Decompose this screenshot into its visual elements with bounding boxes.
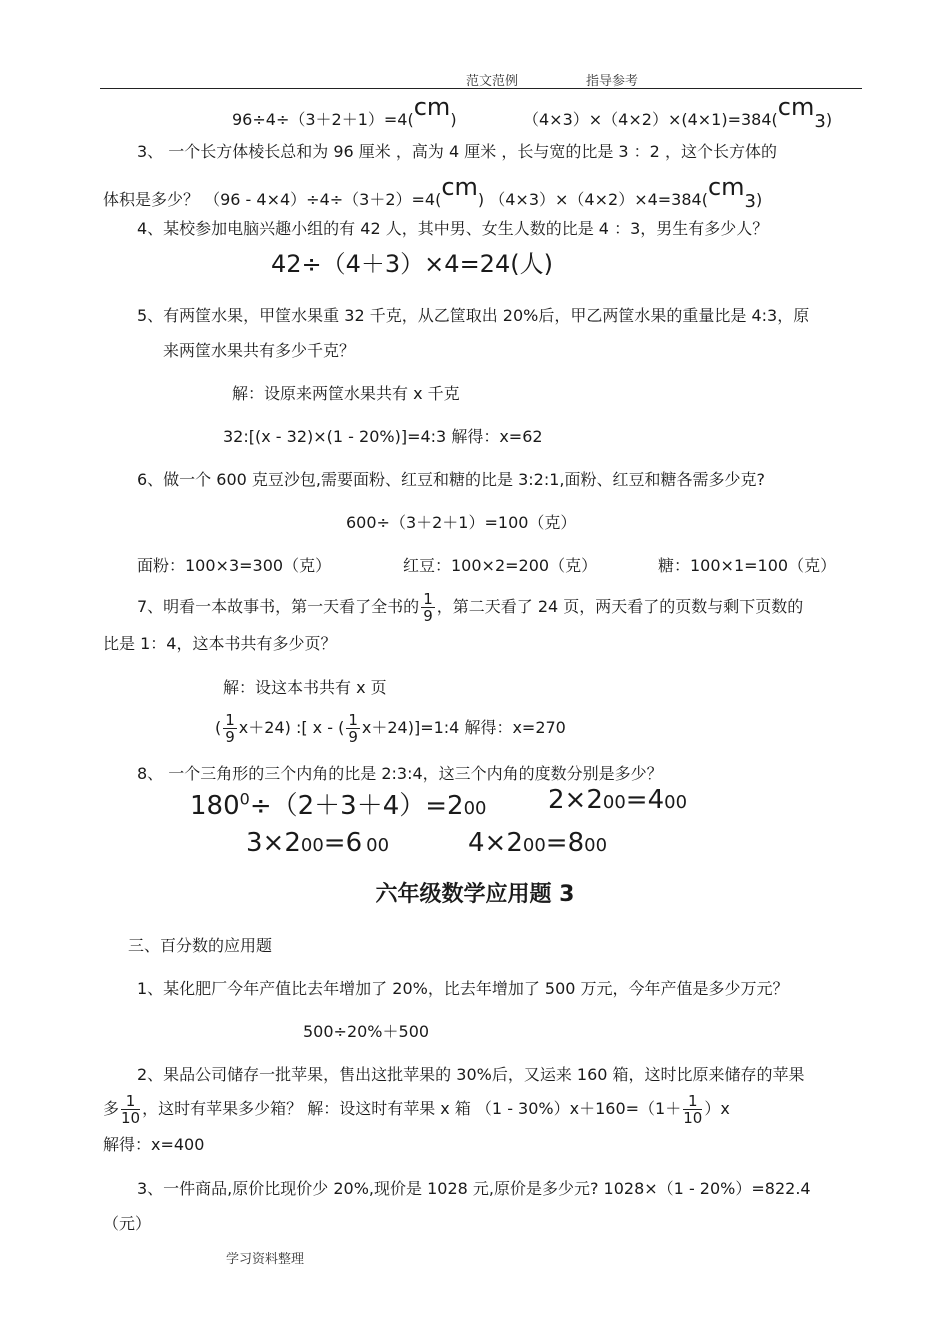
question-4-answer: 42÷（4＋3）×4=24(人)	[271, 250, 553, 278]
question-7: 7、明看一本故事书，第一天看了全书的 $\frac{1}{9}$ ，第二天看了 24 页，两天看了的页数与剩下页数的	[137, 590, 804, 625]
question-6-answer: 600÷（3＋2＋1）=100（克）	[346, 513, 577, 532]
question-8-answer-4: 4×200=800	[468, 828, 608, 858]
footer-text: 学习资料整理	[226, 1252, 305, 1267]
question-7-equation: ( $\frac{1}{9}$ x＋24) :[ x - ( $\frac{1}{9}$ x＋24)]=1:4 解得：x=270	[215, 711, 566, 746]
question-6-flour: 面粉：100×3=300（克）	[137, 556, 332, 575]
question-7-solution: 解：设这本书共有 x 页	[223, 678, 387, 697]
problem-1-answer: 500÷20%＋500	[303, 1022, 430, 1041]
question-6-beans: 红豆：100×2=200（克）	[403, 556, 598, 575]
question-8-answer-3: 3×200=6 00	[246, 828, 390, 858]
question-3: 3、 一个长方体棱长总和为 96 厘米 ，高为 4 厘米 ，长与宽的比是 3 ：2 ，这个长方体的	[137, 142, 777, 161]
problem-2-result: 解得：x=400	[103, 1135, 205, 1154]
header-right: 指导参考	[586, 74, 639, 89]
question-6: 6、做一个 600 克豆沙包,需要面粉、红豆和糖的比是 3:2:1,面粉、红豆和糖各需多少克?	[137, 470, 765, 489]
fraction-one-tenth: $\frac{1}{10}$	[121, 1092, 141, 1127]
answer-line: 96÷4÷（3＋2＋1）=4($^{cm}$)	[232, 93, 457, 129]
question-7-cont: 比是 1：4，这本书共有多少页？	[103, 634, 337, 653]
problem-1: 1、某化肥厂今年产值比去年增加了 20%，比去年增加了 500 万元，今年产值是多少万元？	[137, 979, 789, 998]
fraction-one-ninth: $\frac{1}{9}$	[423, 590, 433, 625]
question-5-equation: 32:[(x - 32)×(1 - 20%)]=4:3 解得：x=62	[223, 427, 543, 446]
fraction-one-ninth: $\frac{1}{9}$	[225, 711, 235, 746]
fraction-one-tenth: $\frac{1}{10}$	[683, 1092, 703, 1127]
header-left: 范文范例	[466, 74, 519, 89]
problem-3: 3、一件商品,原价比现价少 20%,现价是 1028 元,原价是多少元? 1028×（1 - 20%）=822.4	[137, 1179, 811, 1198]
question-5-solution: 解：设原来两筐水果共有 x 千克	[232, 384, 460, 403]
problem-2: 2、果品公司储存一批苹果，售出这批苹果的 30%后，又运来 160 箱，这时比原来储存的苹果	[137, 1065, 805, 1084]
question-6-sugar: 糖：100×1=100（克）	[658, 556, 837, 575]
question-8-answer-2: 2×200=400	[548, 785, 688, 815]
question-8-answer-1: $180^0\div(2+3+4)=200$	[190, 789, 487, 821]
problem-3-unit: （元）	[103, 1214, 152, 1233]
answer-line: （4×3）×（4×2）×(4×1)=384($^{cm}_3$)	[523, 93, 833, 132]
section-title: 六年级数学应用题 3	[375, 882, 575, 907]
question-4: 4、某校参加电脑兴趣小组的有 42 人，其中男、女生人数的比是 4 ：3，男生有多少人？	[137, 219, 769, 238]
question-8: 8、 一个三角形的三个内角的比是 2:3:4，这三个内角的度数分别是多少？	[137, 764, 663, 783]
subsection-heading: 三、百分数的应用题	[128, 936, 273, 955]
question-5: 5、有两筐水果，甲筐水果重 32 千克，从乙筐取出 20%后，甲乙两筐水果的重量比是 4:3，原	[137, 306, 810, 325]
fraction-one-ninth: $\frac{1}{9}$	[348, 711, 358, 746]
problem-2-cont: 多 $\frac{1}{10}$ ，这时有苹果多少箱？ 解：设这时有苹果 x 箱 （1 - 30%）x＋160=（1＋ $\frac{1}{10}$ ）x	[103, 1092, 730, 1127]
question-3-cont: 体积是多少？ （96 - 4×4）÷4÷（3＋2）=4($^{cm}$) （4×3）×（4×2）×4=384($^{cm}_3$)	[103, 173, 763, 212]
header-rule	[100, 88, 862, 89]
question-5-cont: 来两筐水果共有多少千克？	[163, 341, 356, 360]
